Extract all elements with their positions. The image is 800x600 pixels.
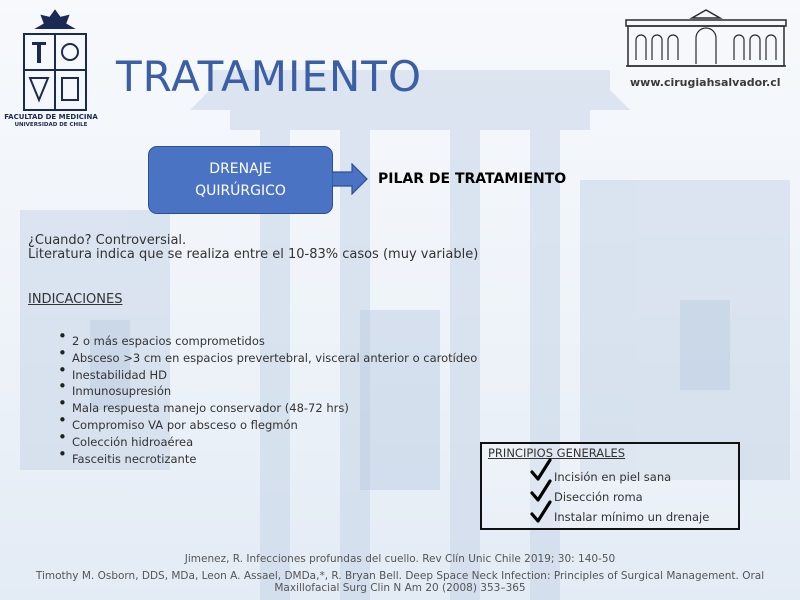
list-item: • Absceso >3 cm en espacios prevertebral, visceral anterior o carotídeo — [58, 350, 477, 367]
hospital-building-icon — [622, 8, 790, 70]
drain-box-line2: QUIRÚRGICO — [195, 183, 286, 199]
arrow-right-icon — [332, 163, 368, 195]
university-name: UNIVERSIDAD DE CHILE — [14, 122, 88, 128]
reference-line: Jimenez, R. Infecciones profundas del cuello. Rev Clín Unic Chile 2019; 30: 140-50 — [184, 553, 616, 565]
principles-box — [480, 442, 740, 530]
checkmark-icon — [530, 500, 552, 524]
pilar-label: PILAR DE TRATAMIENTO — [378, 171, 567, 187]
list-item: • Inestabilidad HD — [58, 367, 477, 384]
literature-line: Literatura indica que se realiza entre el 10-83% casos (muy variable) — [28, 247, 479, 262]
list-item: • Compromiso VA por absceso o flegmón — [58, 417, 477, 434]
reference-line: Maxillofacial Surg Clin N Am 20 (2008) 353–365 — [274, 582, 526, 594]
drain-box-line1: DRENAJE — [209, 161, 272, 177]
principle-item: Instalar mínimo un drenaje — [554, 510, 710, 524]
list-item: • Mala respuesta manejo conservador (48-72 hrs) — [58, 400, 477, 417]
indications-heading: INDICACIONES — [28, 292, 123, 307]
list-item: • 2 o más espacios comprometidos — [58, 333, 477, 350]
reference-line: Timothy M. Osborn, DDS, MDa, Leon A. Assael, DMDa,*, R. Bryan Bell. Deep Space Neck Infection: Principles of Surgical Management. Oral — [35, 570, 765, 582]
list-item: • Inmunosupresión — [58, 383, 477, 400]
slide-title: TRATAMIENTO — [116, 52, 423, 101]
principles-heading: PRINCIPIOS GENERALES — [488, 446, 626, 460]
indications-list — [58, 333, 477, 467]
principle-item: Incisión en piel sana — [554, 470, 672, 484]
faculty-name: FACULTAD DE MEDICINA — [4, 113, 98, 121]
website-url: www.cirugiahsalvador.cl — [630, 76, 781, 89]
list-item: • Fasceitis necrotizante — [58, 451, 477, 468]
principle-item: Disección roma — [554, 490, 643, 504]
drain-box — [148, 146, 333, 214]
list-item: • Colección hidroaérea — [58, 434, 477, 451]
when-line: ¿Cuando? Controversial. — [28, 233, 187, 248]
